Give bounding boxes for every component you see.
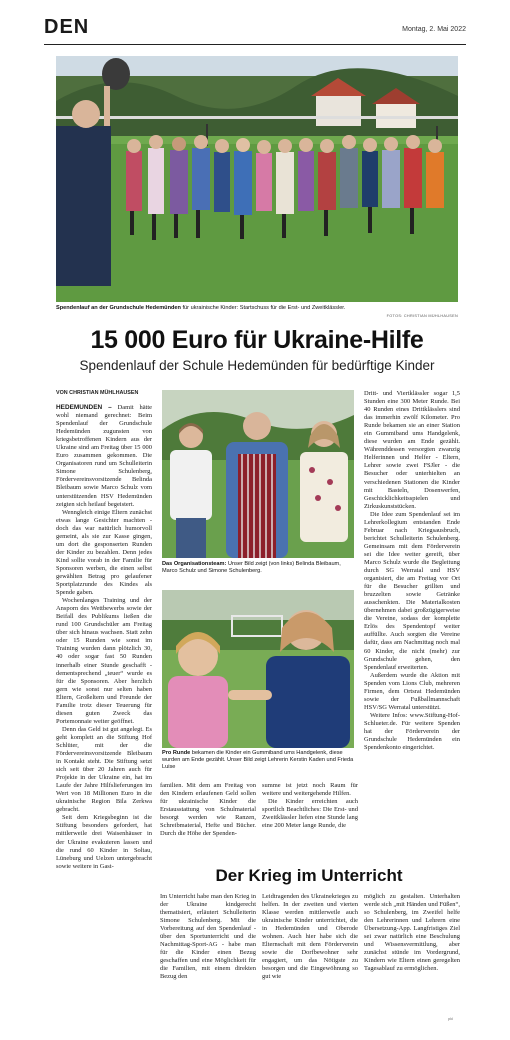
article-column-4 bbox=[364, 390, 460, 862]
article-column-3 bbox=[262, 782, 358, 866]
hero-caption-bold: Spendenlauf an der Grundschule Hedemünden bbox=[56, 305, 181, 311]
hero-photo-running-children bbox=[56, 56, 458, 302]
article-headline: 15 000 Euro für Ukraine-Hilfe bbox=[90, 326, 424, 354]
photo-teacher-child-illustration bbox=[162, 590, 354, 748]
masthead-section-label: DEN bbox=[44, 16, 90, 38]
paragraph bbox=[56, 404, 152, 509]
box-column-b bbox=[262, 893, 358, 1019]
paragraph: Die Idee zum Spendenlauf sei im Lehrerkollegium entstanden Ende Februar nach Kriegsausbruch, berichtet Schulleiterin Schulenberg. Gemeinsam mit dem Förderverein sei die Idee weiter gereift, über Marco Schulz wurde die Begleitung durch SG Werratal und HSV organisiert, die am Freitag vor Ort für die Besucher grillten und bruzzelten sowie Getränke ausschenkten. Die Materialkosten übernehmen dabei großzügigerweise die Vereine, sodass der komplette Erlös des Spendentopf weiter auffüllte. Auch sorgten die Vereine dafür, dass am Nachmittag noch mal 60 Kinder, die nicht (mehr) zur Grundschule gehen, den Spendenlauf erweiterten. bbox=[364, 510, 460, 671]
box-column-a bbox=[160, 893, 256, 1019]
caption-text: Unser Bild zeigt (von links) Belinda Bleibaum, Marco Schulz und Simone Schulenberg. bbox=[162, 561, 341, 575]
hero-caption bbox=[56, 305, 458, 312]
masthead-rule bbox=[44, 44, 466, 45]
photo-teacher-with-child bbox=[162, 590, 354, 748]
box-column-c bbox=[364, 893, 460, 1019]
paragraph: Denn das Geld ist gut angelegt. Es geht komplett an die Stiftung Hof Schlüter, mit der die Fördervereinsvorsitzende Bleibaum in Kontakt steht. Die Stiftung setzt sich seit über 20 Jahren auch für Projekte in der Ukraine ein, hat im Laufe der Jahre Hilfslieferungen im Wert von 18 Millionen Euro in die ukrainische Region Bila Zerkwa gebracht. bbox=[56, 725, 152, 814]
paragraph: summe ist jetzt noch Raum für weitere und weitergehende Hilfen. bbox=[262, 782, 358, 798]
paragraph: Außerdem wurde die Aktion mit Spenden vom Lions Club, mehreren Firmen, dem Ortsrat Hedemünden sowie der Fußballmannschaft HSV/SG Werratal unterstützt. bbox=[364, 671, 460, 711]
paragraph: Leidtragenden des Ukrainekrieges zu helfen. In der zweiten und vierten Klasse werden mittlerweile auch ukrainische Kinder unterrichtet, die in Hedemünden und Oberode wohnen. Auch hier habe sich die Elternschaft mit dem Förderverein sowie die Dorfbewohner sehr engagiert, um das Nötigste zu besorgen und die Eingewöhnung so gut wie bbox=[262, 893, 358, 981]
box-headline: Der Krieg im Unterricht bbox=[215, 866, 403, 885]
paragraph: Wochenlanges Training und der Ansporn des Wettbewerbs sowie der Beifall des Publikums ließen die rund 100 Grundschüler am Freitag über sich hinaus wachsen. Statt zehn oder 15 Runden wie sonst im Training wurden dann plötzlich 30, 40 oder sogar fast 50 Runden innerhalb einer Stunde geschafft - dementsprechend „teuer“ wurde es für die Sponsoren. Aber herzlich gern wie sonst nur selten haben Eltern, Großeltern und Freunde der Familie trotz dieser Teuerung für diesen guten Zweck das Portemonnaie weiter geöffnet. bbox=[56, 597, 152, 725]
paragraph: Dritt- und Viertklässler sogar 1,5 Stunden eine 300 Meter Runde. Bei 40 Runden eines Drittklässlers sind das immerhin zwölf Kilometer. Pro Runde bekamen sie an einer Station ein Gummiband ums Handgelenk, diese wurden am Ende gezählt. Währenddessen versorgten zwanzig Helferinnen und Helfer - Eltern, Lehrer sowie zwei FSJler - die Besucher oder unterhielten an verschiedenen Stationen die Kinder mit Basteln, Dosenwerfen, Geschicklichkeitsspielen und Zirkuskunststücken. bbox=[364, 390, 460, 510]
caption-bold: Pro Runde bbox=[162, 750, 191, 756]
article-column-1 bbox=[56, 404, 152, 1040]
article-column-2 bbox=[160, 782, 256, 866]
paragraph: möglich zu gestalten. Unterhalten werde sich „mit Händen und Füßen“, so Schulenberg, im Zweifel helfe den Lehrerinnen und Lehrern eine Übersetzung-App. Langfristiges Ziel sei zwar natürlich eine Beschulung und Wissensvermittlung, aber zunächst stünde im Vordergrund, Kindern wie Eltern einen geregelten Tagesablauf zu ermöglichen. bbox=[364, 893, 460, 973]
author-signature: pkl bbox=[448, 1016, 454, 1021]
paragraph: Im Unterricht habe man den Krieg in der Ukraine kindgerecht thematisiert, erläutert Schulleiterin Simone Schulenberg. Mit die Vorbereitung auf den Spendenlauf - über den Sportunterricht und die Nachmittag-Sport-AG - habe man für die Kinder einen Bezug geschaffen und eine Möglichkeit für die Familien, mit einem direkten Bezug den bbox=[160, 893, 256, 981]
article-subhead: Spendenlauf der Schule Hedemünden für bedürftige Kinder bbox=[79, 358, 435, 373]
issue-date: Montag, 2. Mai 2022 bbox=[402, 26, 466, 33]
paragraph: Seit dem Kriegsbeginn ist die Stiftung besonders gefordert, hat mittlerweile drei Waisenhäuser in der Ukraine evakuieren lassen und die rund 60 Kinder in Soltau, Lüneburg und Uelzen untergebracht sowie weitere in Gast- bbox=[56, 814, 152, 870]
photo-organisation-team bbox=[162, 390, 354, 558]
hero-caption-text: für ukrainische Kinder: Startschuss für die Erst- und Zweitklässler. bbox=[180, 305, 346, 311]
paragraph: Die Kinder erreichten auch sportlich Beachtliches: Die Erst- und Zweitklässler liefen eine Stunde lang eine 200 Meter lange Runde, die bbox=[262, 798, 358, 830]
photo-teacher-caption bbox=[162, 750, 354, 772]
paragraph: Wenngleich einige Eltern zunächst etwas lange Gesichter machten - doch das war natürlich humorvoll gemeint, als sie zur Kasse gingen, um dort die gesponserten Runden der Kinder zu bezahlen. Denn jedes Kind sollte vorab in der Familie für Sponsoren werben, die einen selbst gewählten Betrag pro gelaufener Sportplatzrunde des Kindes als Spende gaben. bbox=[56, 508, 152, 597]
paragraph: familien. Mit dem am Freitag von den Kindern erlaufenen Geld sollen für ukrainische Kinder die Erstausstattung von Schulmaterial besorgt werden wie Ranzen, Schreibmaterial, Hefte und Bücher. Durch die Höhe der Spenden- bbox=[160, 782, 256, 838]
paragraph: Weitere Infos: www.Stiftung-Hof-Schlueter.de. Für weitere Spenden hat der Förderverein der Grundschule Hedemünden ein Spendenkonto eingerichtet. bbox=[364, 711, 460, 752]
photo-organisation-caption bbox=[162, 561, 354, 575]
paragraph-text: Damit hätte wohl niemand gerechnet: Beim Spendenlauf der Grundschule Hedemünden zugunsten von kriegsbetroffenen Kindern aus der Ukraine sind am Freitag über 15 000 Euro zusammen gekommen. Die Organisatoren rund um Schulleiterin Simone Schulenberg, Fördervereinsvorsitzende Belinda Bleibaum sowie Marco Schulz vom unterstützenden HSV Hedemünden zeigten sich heilauf begeistert. bbox=[56, 404, 152, 508]
photo-credit: FOTOS: CHRISTIAN MÜHLHAUSEN bbox=[386, 314, 458, 318]
caption-text: bekamen die Kinder ein Gummiband ums Handgelenk, diese wurden am Ende gezählt. Unser Bild zeigt Lehrerin Kerstin Kaden und Frieda Luise bbox=[162, 750, 354, 771]
article-byline: VON CHRISTIAN MÜHLHAUSEN bbox=[56, 390, 139, 396]
photo-organisation-team-illustration bbox=[162, 390, 354, 558]
caption-bold: Das Organisationsteam: bbox=[162, 561, 227, 567]
dateline: HEDEMÜNDEN – bbox=[56, 404, 112, 411]
hero-photo-illustration bbox=[56, 56, 458, 302]
